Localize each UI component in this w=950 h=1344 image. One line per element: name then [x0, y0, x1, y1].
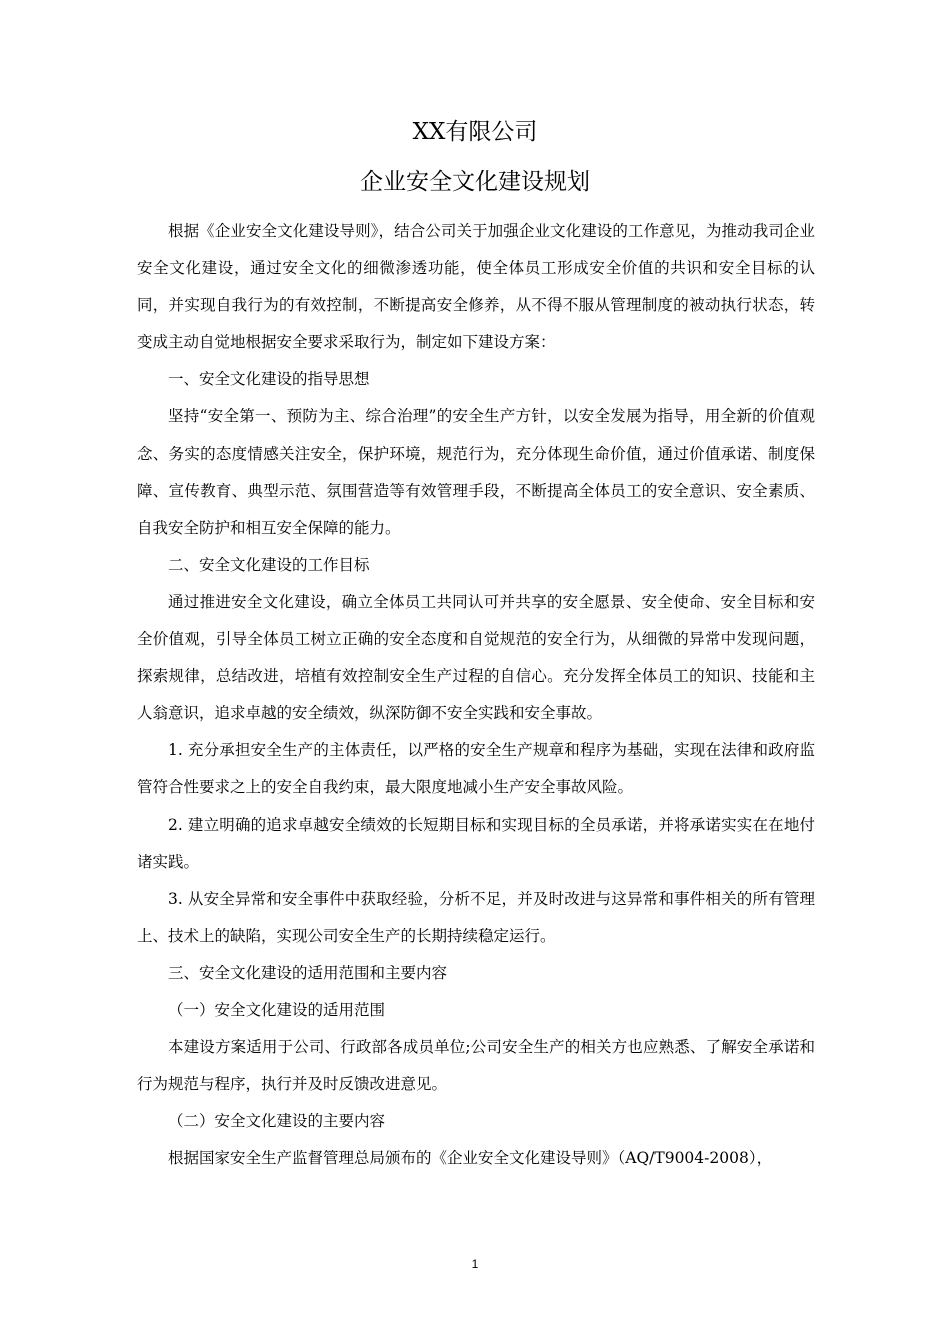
section-heading-2: 二、安全文化建设的工作目标 [168, 555, 370, 574]
intro-paragraph: 根据《企业安全文化建设导则》，结合公司关于加强企业文化建设的工作意见，为推动我司企业安全文化建设，通过安全文化的细微渗透功能，使全体员工形成安全价值的共识和安全目标的认同，并实现自我行为的有效控制，不断提高安全修养，从不得不服从管理制度的被动执行状态，转变成主动自觉地根据安全要求采取行为，制定如下建设方案： [137, 222, 815, 352]
content-paragraph: 根据国家安全生产监督管理总局颁布的《企业安全文化建设导则》（AQ/T9004-2008）， [168, 1149, 773, 1168]
company-name: XX有限公司 [412, 119, 538, 145]
subsection-heading-2: （二）安全文化建设的主要内容 [168, 1112, 386, 1131]
section-2-paragraph: 通过推进安全文化建设，确立全体员工共同认可并共享的安全愿景、安全使命、安全目标和安全价值观，引导全体员工树立正确的安全态度和自觉规范的安全行为，从细微的异常中发现问题，探索规律，总结改进，培植有效控制安全生产过程的自信心。充分发挥全体员工的知识、技能和主人翁意识，追求卓越的安全绩效，纵深防御不安全实践和安全事故。 [137, 592, 815, 723]
section-heading-1: 一、安全文化建设的指导思想 [168, 370, 370, 389]
goal-item-3: 3. 从安全异常和安全事件中获取经验，分析不足，并及时改进与这异常和事件相关的所有管理上、技术上的缺陷，实现公司安全生产的长期持续稳定运行。 [137, 889, 815, 945]
section-1-paragraph: 坚持“安全第一、预防为主、综合治理”的安全生产方针，以安全发展为指导，用全新的价值观念、务实的态度情感关注安全，保护环境，规范行为，充分体现生命价值，通过价值承诺、制度保障、宣传教育、典型示范、氛围营造等有效管理手段，不断提高全体员工的安全意识、安全素质、自我安全防护和相互安全保障的能力。 [137, 407, 815, 537]
goal-item-1: 1. 充分承担安全生产的主体责任，以严格的安全生产规章和程序为基础，实现在法律和政府监管符合性要求之上的安全自我约束，最大限度地减小生产安全事故风险。 [137, 741, 815, 797]
page-number: 1 [471, 1257, 479, 1271]
goal-item-2: 2. 建立明确的追求卓越安全绩效的长短期目标和实现目标的全员承诺，并将承诺实实在在地付诸实践。 [137, 815, 815, 871]
section-heading-3: 三、安全文化建设的适用范围和主要内容 [168, 963, 448, 982]
subsection-heading-1: （一）安全文化建设的适用范围 [168, 1000, 386, 1019]
document-body [137, 213, 815, 1177]
document-title: 企业安全文化建设规划 [360, 169, 590, 195]
scope-paragraph: 本建设方案适用于公司、行政部各成员单位;公司安全生产的相关方也应熟悉、了解安全承诺和行为规范与程序，执行并及时反馈改进意见。 [137, 1038, 815, 1094]
